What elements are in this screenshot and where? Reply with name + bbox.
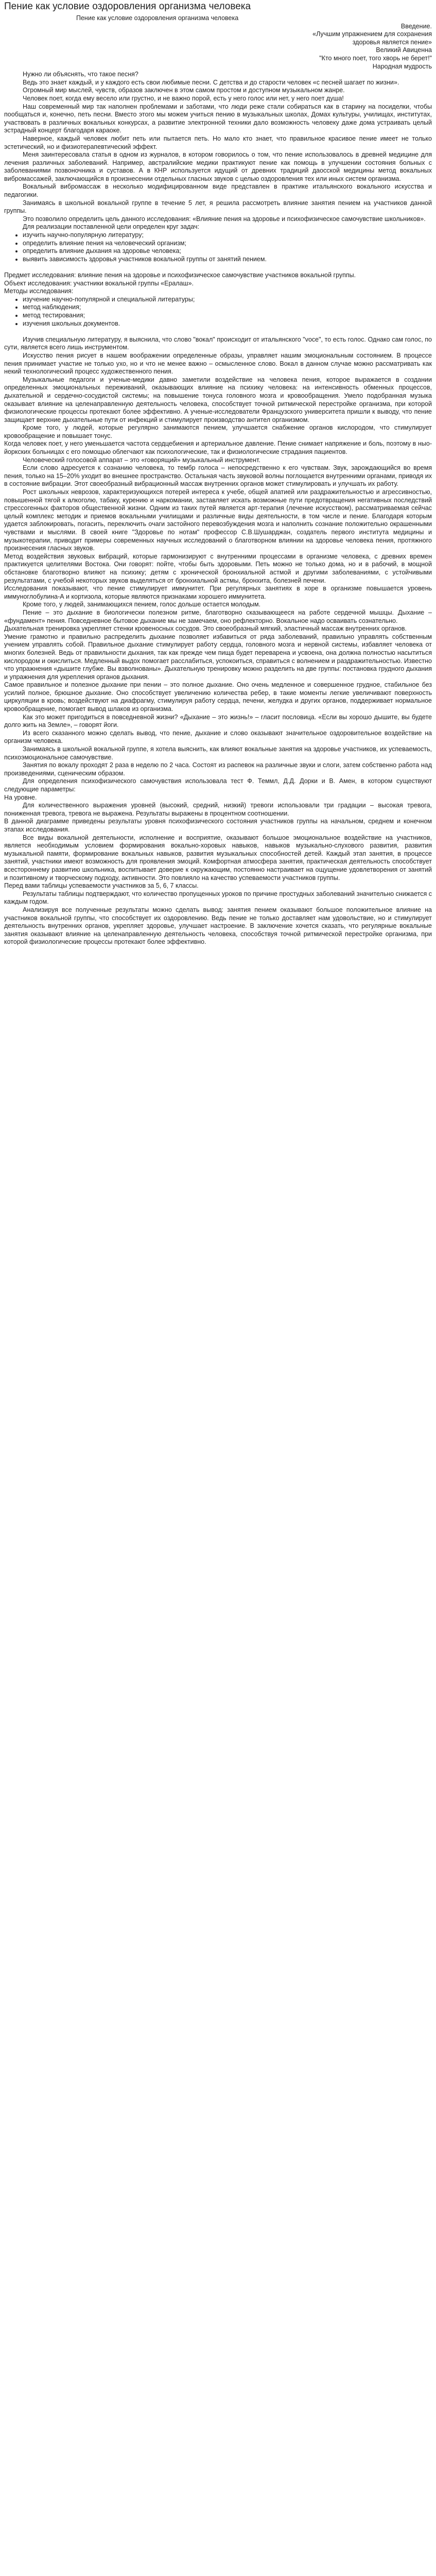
paragraph: Предмет исследования: влияние пения на здоровье и психофизическое самочувствие участников вокальной группы. [4, 272, 356, 279]
list-item: • определить влияние дыхания на здоровье человека; [23, 247, 432, 256]
paragraph: Методы исследования: [4, 287, 74, 295]
paragraph: Музыкальные педагоги и ученые-медики давно заметили воздействие на человека пения, которое выражается в создании определенных эмоциональных переживаний, оказывающих влияние на психику человека: на интенсивность обменных процессов, дыхательной и сердечно-сосудистой системы; на повышение тонуса головного мозга и кровообращения. Умело подобранная музыка оказывает влияние на целенаправленную деятельность человека, способствует точной ритмической перестройке организма, при которой физиологические процессы протекают более эффективно. А ученые-исследователи Французского университета пришли к выводу, что пение защищает верхние дыхательные пути от инфекций и стимулирует производство антител организмом. [4, 376, 432, 423]
methods-list [4, 296, 432, 328]
paragraph: Это позволило определить цель данного исследования: «Влияние пения на здоровье и психофизическое самочувствие школьников». [23, 215, 426, 223]
document-body [4, 14, 432, 946]
list-item: • выявить зависимость здоровья участников вокальной группы от занятий пением. [23, 256, 432, 264]
paragraph: "Кто много поет, того хворь не берет!" [319, 54, 432, 62]
document-page [0, 0, 436, 946]
subject-section [4, 272, 432, 296]
paragraph: Как это может пригодиться в повседневной жизни? «Дыхание – это жизнь!» – гласит пословица. «Если вы хорошо дышите, вы будете долго жить на Земле», – говорят йоги. [4, 713, 432, 729]
paragraph: Занимаясь в школьной вокальной группе, я хотела выяснить, как влияют вокальные занятия на здоровье участников, их успеваемость, психоэмоциональное самочувствие. [4, 745, 432, 761]
paragraph: Рост школьных неврозов, характеризующихся потерей интереса к учебе, общей апатией или раздражительностью и агрессивностью, повышенной тягой к алкоголю, табаку, курению и наркомании, заставляет искать возможные пути предотвращения негативных последствий стрессогенных факторов общественной жизни. Одним из таких путей является арт-терапия (лечение искусством), рассматриваемая сейчас целый комплекс методик и приемов вокальными училищами и различные виды деятельности, в том числе и пение. Благодаря которым удается заблокировать, погасить, переключить очаги застойного перевозбуждения мозга и наполнить сознание положительно окрашенными чувствами и мыслями. В своей книге "Здоровье по нотам" профессор С.В.Шушарджан, создатель первого института медицины и музыкотерапии, приводит примеры современных научных исследований о благотворном влиянии на здоровье человека пения, протяжного произнесения гласных звуков. [4, 488, 432, 552]
paragraph: В данной диаграмме приведены результаты уровня психофизического состояния участников группы на начальном, среднем и конечном этапах исследования. [4, 818, 432, 833]
paragraph: Перед вами таблицы успеваемости участников за 5, 6, 7 классы. [4, 882, 199, 890]
document-title: Пение как условие оздоровления организма человека [4, 1, 251, 12]
list-item: • изучение научно-популярной и специальной литературы; [23, 296, 432, 304]
paragraph: Для реализации поставленной цели определен круг задач: [23, 223, 200, 231]
paragraph: Пение – это дыхание в биологически полезном ритме, благотворно сказывающееся на работе сердечной мышцы. Дыхание – «фундамент» пения. Повседневное бытовое дыхание мы не замечаем, оно рефлекторно. Вокальное надо осваивать сознательно. [4, 608, 432, 624]
paragraph: Наверное, каждый человек любит петь или пытается петь. Но мало кто знает, что правильное красивое пение имеет не только эстетический, но и физиотерапевтический эффект. [4, 134, 432, 150]
tasks-list [4, 231, 432, 263]
paragraph: Самое правильное и полезное дыхание при пении – это полное дыхание. Оно очень медленное и совершенное грудное, стабильное без усилий полное, брюшное дыхание. Оно способствует увеличению количества ребер, в такие моменты легкие увеличивают поверхность циркуляции в кровь; воздействуют на диафрагму, стимулируя работу сердца, печени, желудка и других органов, поддерживает нормальное кровообращение, помогает вывод шлаков из организма. [4, 681, 432, 713]
intro-section [4, 14, 432, 231]
paragraph: Изучив специальную литературу, я выяснила, что слово "вокал" происходит от итальянского "voce", то есть голос. Однако сам голос, по сути, является всего лишь инструментом. [4, 335, 432, 351]
paragraph: Анализируя все полученные результаты можно сделать вывод: занятия пением оказывают большое положительное влияние на участников вокальной группы, что способствует их оздоровлению. Ведь пение не только доставляет нам удовольствие, но и стимулирует деятельность внутренних органов, укрепляет здоровье, улучшает настроение. В заключение хочется сказать, что регулярные вокальные занятия оказывают влияние на целенаправленную деятельность человека, способствуя точной ритмической перестройке организма, при которой физиологические процессы протекают более эффективно. [4, 906, 432, 946]
paragraph: Занятия по вокалу проходят 2 раза в неделю по 2 часа. Состоят из распевок на различные звуки и слоги, затем собственно работа над произведениями, сценическим образом. [4, 761, 432, 777]
paragraph: Вокальный вибромассаж в несколько модифицированном виде представлен в практике итальянского вокального искусства и педагогики. [4, 183, 432, 199]
spacer [4, 263, 432, 272]
list-item: • изучения школьных документов. [23, 320, 432, 328]
paragraph: Дыхательная тренировка укрепляет стенки кровеносных сосудов. Это своеобразный мягкий, эластичный массаж внутренних органов. [4, 625, 407, 633]
paragraph: Все виды вокальной деятельности, исполнение и восприятие, оказывают большое эмоциональное воздействие на участников, является необходимым условием формирования вокально-хоровых навыков, навыков музыкально-слухового развития, развития музыкальной памяти, формирование вокальных навыков, развития музыкальных способностей детей. Каждый этап занятия, в процессе занятий, участники имеют возможность для проявления эмоций. Комфортная атмосфера занятия, практическая деятельность способствует всестороннему развитию школьника, воспитывает доверие к окружающим, постоянно настраивает на ощущение удовлетворения от занятий и позитивному и творческому подходу, активности. Это повлияло на качество успеваемости участников группы. [4, 834, 432, 882]
main-section [4, 336, 432, 946]
paragraph: Для определения психофизического самочувствия использовала тест Ф. Теммл, Д.Д. Дорки и В. Амен, в котором существуют следующие параметры: [4, 777, 432, 793]
paragraph: Нужно ли объяснять, что такое песня? [23, 71, 138, 78]
paragraph: Метод воздействия звуковых вибраций, которые гармонизируют с внутренними процессами в организме человека, с древних времен практикуется целителями Востока. Они говорят: пойте, чтобы быть здоровыми. Петь можно не только дома, но и в рабочий, в мощной обстановке благотворно влияют на психику; детям с хронической бронхиальной астмой и другими заболеваниями, с устойчивыми результатами, с учебой некоторых звуков выделяться от бронхиальной астмы, бронхита, болезней печени. [4, 552, 432, 584]
paragraph: Введение. [400, 22, 432, 30]
paragraph: Великий Авиценна [376, 46, 432, 54]
paragraph: Пение как условие оздоровления организма человека [76, 14, 239, 22]
paragraph: Кроме того, у людей, занимающихся пением, голос дольше остается молодым. [23, 601, 261, 608]
paragraph: Народная мудрость [372, 62, 432, 70]
paragraph: Исследования показывают, что пение стимулирует иммунитет. При регулярных занятиях в хоре в организме повышается уровень иммуноглобулина-А и кортизола, которые являются признаками хорошего иммунитета. [4, 585, 432, 600]
paragraph: Ведь это знает каждый, и у каждого есть свои любимые песни. С детства и до старости человек «с песней шагает по жизни». [23, 78, 399, 86]
list-item: • определить влияние пения на человеческий организм; [23, 240, 432, 248]
paragraph: Из всего сказанного можно сделать вывод, что пение, дыхание и слово оказывают значительное оздоровительное воздействие на организм человека. [4, 729, 432, 745]
paragraph: Занимаясь в школьной вокальной группе в течение 5 лет, я решила рассмотреть влияние занятия пением на участников данной группы. [4, 199, 432, 215]
paragraph: «Лучшим упражнением для сохранения [312, 30, 432, 38]
list-item: • изучить научно-популярную литературу; [23, 231, 432, 240]
paragraph: Меня заинтересовала статья в одном из журналов, в котором говорилось о том, что пение использовалось в древней медицине для лечения различных заболеваний. Например, австралийские медики практикуют пение как помощь в улучшении состояния больных с заболеваниями позвоночника и суставов. А в КНР используется идущий от древних традиций даосской медицины метод вокальных вибромассажей, заключающийся в произнесении отдельных гласных звуков с целью оздоровления тех или иных систем организма. [4, 151, 432, 182]
paragraph: Объект исследования: участники вокальной группы «Ералаш». [4, 279, 194, 287]
paragraph: Искусство пения рисует в нашем воображении определенные образы, управляет нашим эмоциональным состоянием. В процессе пения принимает участие не только ухо, но и что не менее важно – осмысленное слово. Вокал в данном случае можно рассматривать как некий технологический процесс художественного пения. [4, 351, 432, 376]
paragraph: Наш современный мир так наполнен проблемами и заботами, что люди реже стали собираться как в старину на посиделки, чтобы пообщаться и, конечно, петь песни. Вместо этого мы можем учиться пению в музыкальных школах, Домах культуры, училищах, институтах, участвовать в различных вокальных конкурсах, а развитие электронной техники дало возможность человеку даже дома устраивать целый эстрадный концерт благодаря караоке. [4, 103, 432, 134]
paragraph: Человеческий голосовой аппарат – это «говорящий» музыкальный инструмент. [23, 456, 260, 464]
spacer [4, 328, 432, 336]
paragraph: Результаты таблицы подтверждают, что количество пропущенных уроков по причине простудных заболеваний значительно снижается с каждым годом. [4, 890, 432, 906]
list-item: • метод тестирования; [23, 312, 432, 320]
paragraph: Когда человек поет, у него уменьшается частота сердцебиения и артериальное давление. Пение снимает напряжение и боль, поэтому в ныо-йоркских больницах с его помощью облегчают как психологические, так и физиологические страдания пациентов. [4, 440, 432, 456]
list-item: • метод наблюдения; [23, 303, 432, 312]
paragraph: Для количественного выражения уровней (высокий, средний, низкий) тревоги использовали три градации – высокая тревога, пониженная тревога, тревога не выражена. Результаты выражены в процентном соотношении. [4, 802, 432, 817]
paragraph: Если слово адресуется к сознанию человека, то тембр голоса – непосредственно к его чувствам. Звук, зарождающийся во время пения, только на 15–20% уходит во внешнее пространство. Остальная часть звуковой волны поглощается внутренними органами, приводя их в состояние вибрации. Этот своеобразный вибрационный массаж внутренних органов может стимулировать и улучшать их работу. [4, 464, 432, 488]
paragraph: Умение грамотно и правильно распределить дыхание позволяет избавиться от ряда заболеваний, правильно управлять собственным учением управлять собой. Правильное дыхание стимулирует работу сердца, головного мозга и нервной системы, избавляет человека от многих болезней. Ведь от правильности дыхания, так как прежде чем пища будет переварена и усвоена, она должна полностью насытиться кислородом и окислиться. Медленный выдох помогает расслабиться, успокоиться, справиться с волнением и раздражительностью. Известно что упражнения «дышите глубже. Вы взволнованы». Дыхательную тренировку можно разделить на две группы: постановка грудного дыхания и упражнения для укрепления органов дыхания. [4, 633, 432, 681]
paragraph: Кроме того, у людей, которые регулярно занимаются пением, улучшается снабжение органов кислородом, что стимулирует кровообращение и повышает тонус. [4, 424, 432, 439]
paragraph: здоровья является пение» [352, 38, 432, 46]
paragraph: На уровне. [4, 793, 37, 801]
paragraph: Человек поет, когда ему весело или грустно, и не важно порой, есть у него голос или нет, у него поет душа! [23, 94, 344, 102]
paragraph: Огромный мир мыслей, чувств, образов заключен в этом самом простом и доступном музыкальном жанре. [23, 87, 345, 94]
